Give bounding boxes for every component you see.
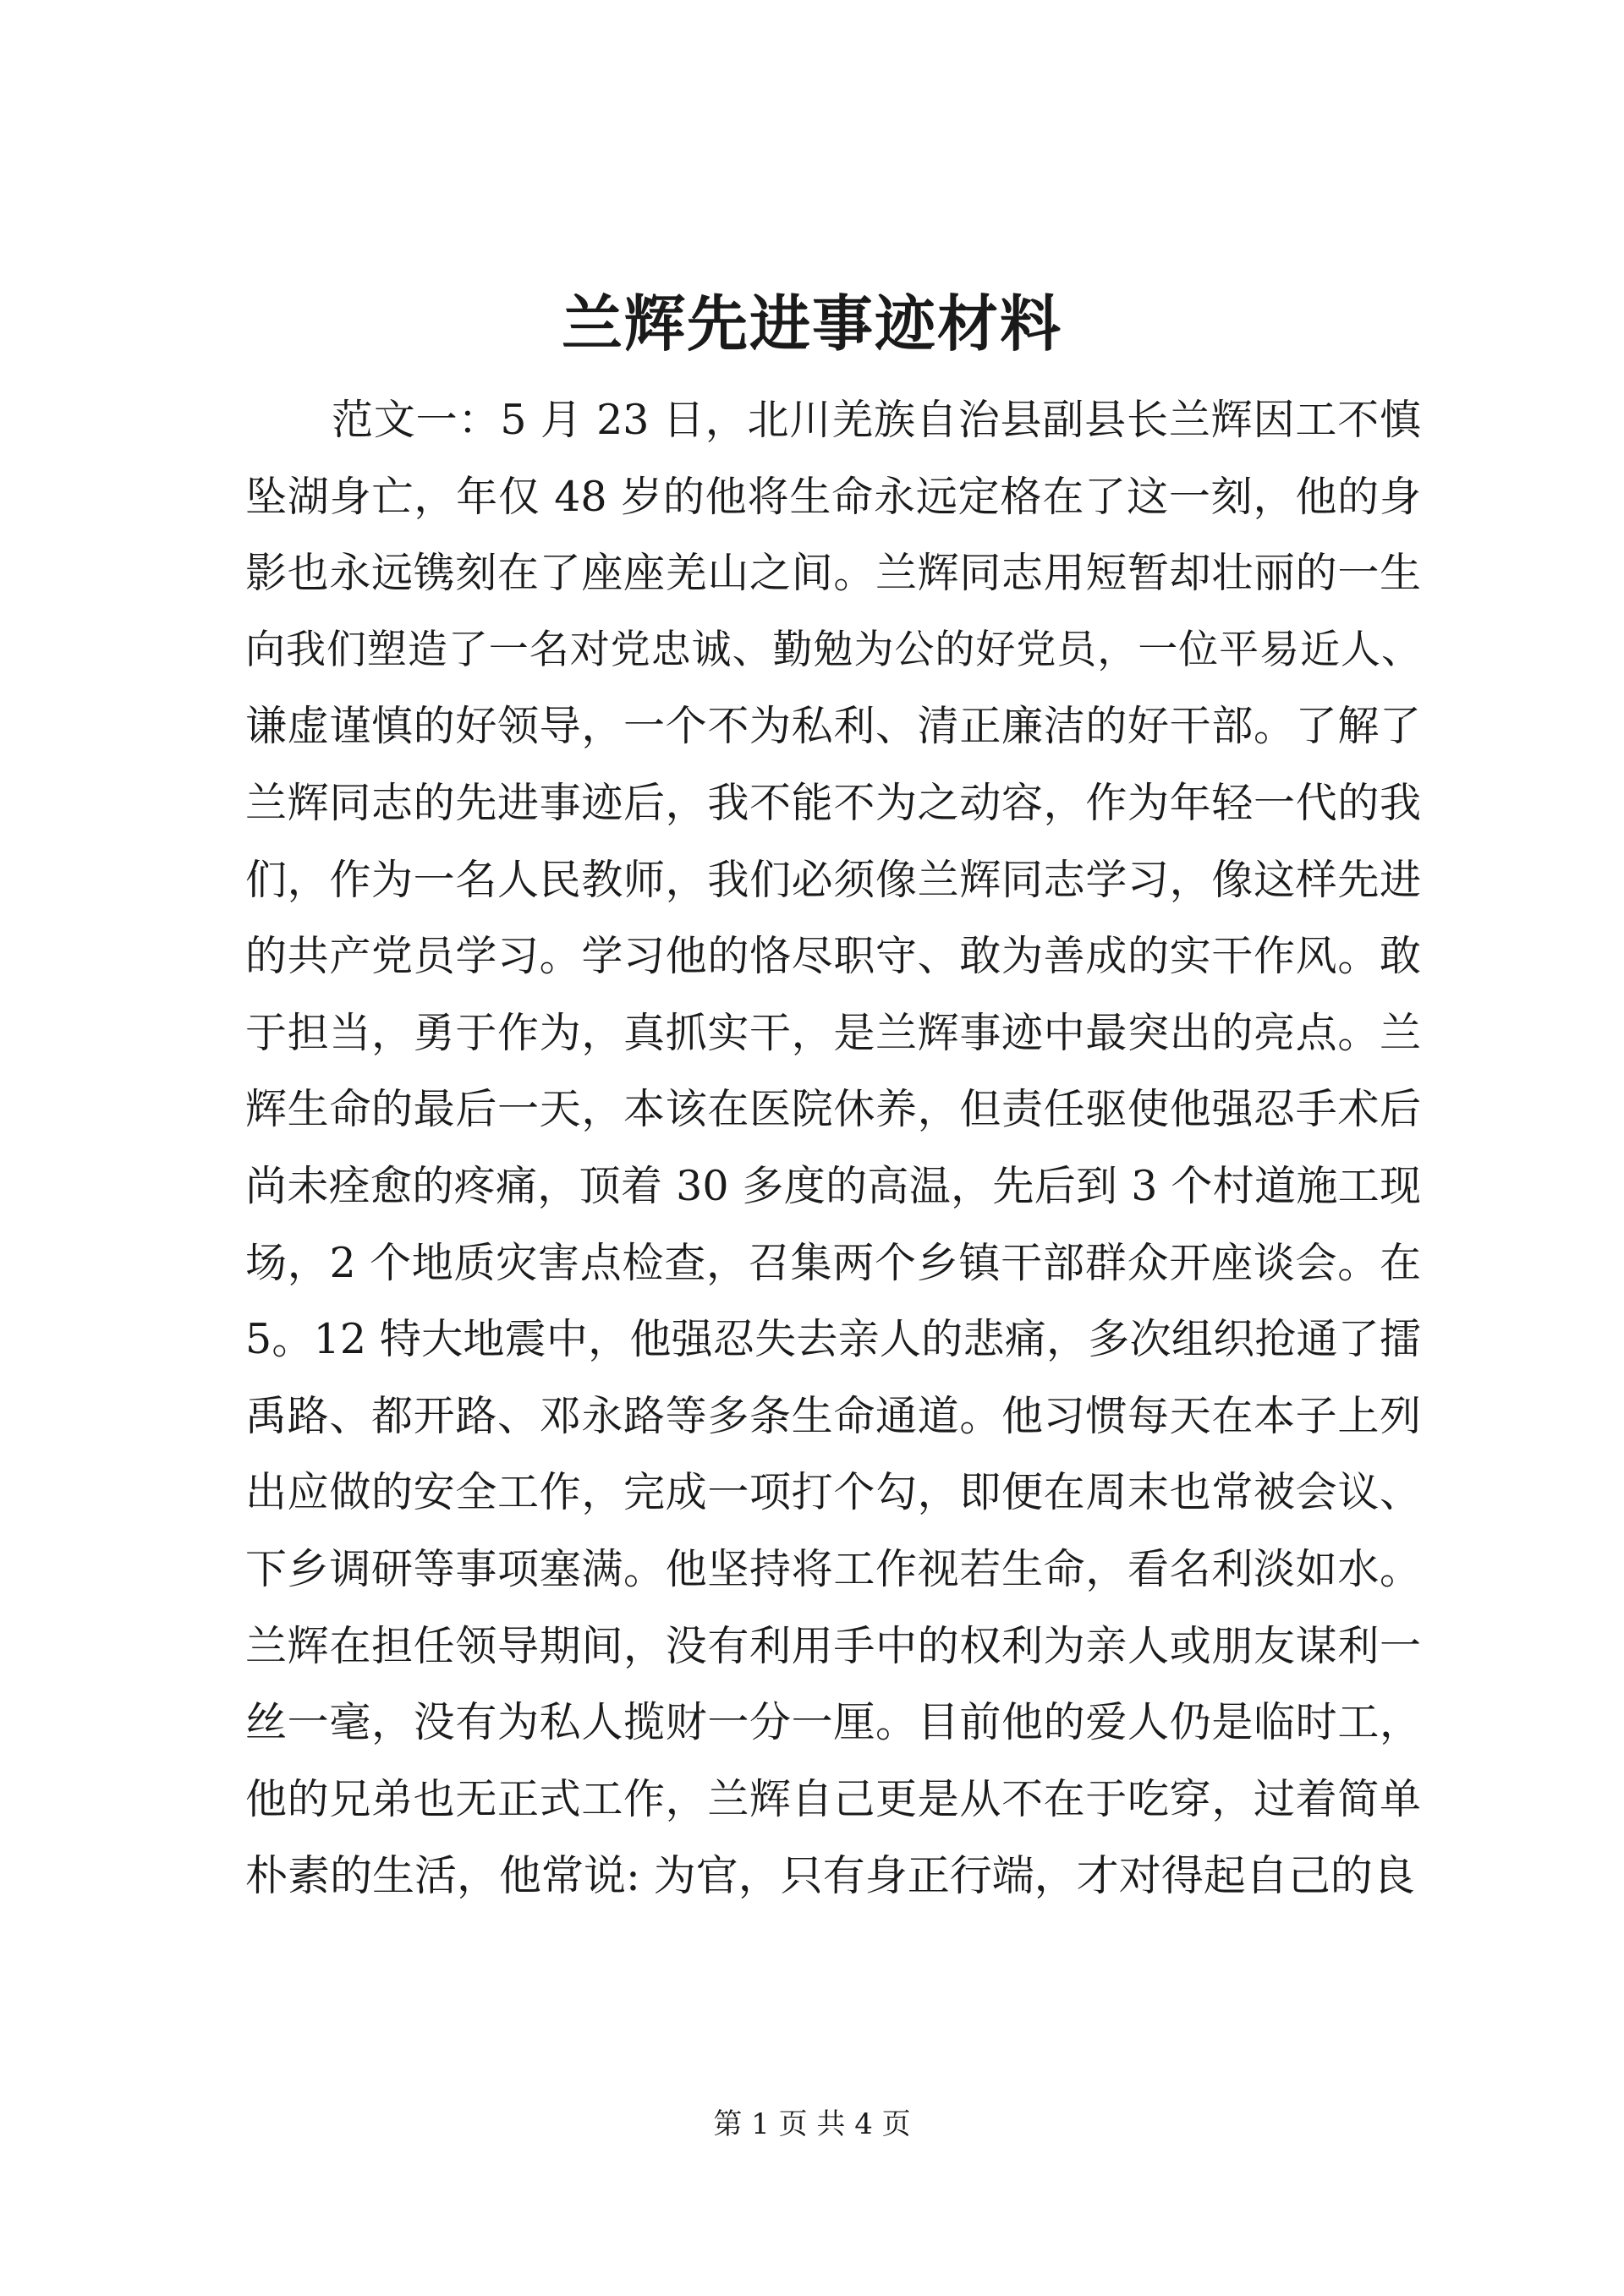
- body-line: 尚未痊愈的疼痛，顶着 30 多度的高温，先后到 3 个村道施工现: [245, 1161, 1421, 1210]
- document-title: 兰辉先进事迹材料: [561, 288, 1062, 359]
- page-number-footer: 第 1 页 共 4 页: [713, 2107, 911, 2141]
- document-body: [245, 382, 1421, 1915]
- body-line: 禹路、都开路、邓永路等多条生命通道。他习惯每天在本子上列: [245, 1391, 1421, 1440]
- body-line: 向我们塑造了一名对党忠诚、勤勉为公的好党员，一位平易近人、: [245, 626, 1421, 673]
- body-line: 的共产党员学习。学习他的恪尽职守、敢为善成的实干作风。敢: [245, 932, 1421, 981]
- body-line: 他的兄弟也无正式工作，兰辉自己更是从不在于吃穿，过着简单: [245, 1774, 1421, 1823]
- body-line: 兰辉同志的先进事迹后，我不能不为之动容，作为年轻一代的我: [245, 778, 1421, 827]
- body-line: 影也永远镌刻在了座座羌山之间。兰辉同志用短暂却壮丽的一生: [245, 549, 1421, 598]
- body-line: 们，作为一名人民教师，我们必须像兰辉同志学习，像这样先进: [245, 855, 1421, 904]
- body-line: 辉生命的最后一天，本该在医院休养，但责任驱使他强忍手术后: [245, 1085, 1421, 1134]
- body-line: 出应做的安全工作，完成一项打个勾，即便在周末也常被会议、: [245, 1468, 1421, 1517]
- body-line: 下乡调研等事项塞满。他坚持将工作视若生命，看名利淡如水。: [245, 1544, 1421, 1593]
- body-line: 范文一：5 月 23 日，北川羌族自治县副县长兰辉因工不慎: [332, 396, 1421, 444]
- body-line: 谦虚谨慎的好领导，一个不为私利、清正廉洁的好干部。了解了: [245, 702, 1421, 751]
- body-line: 朴素的生活，他常说: 为官，只有身正行端，才对得起自己的良: [245, 1851, 1415, 1901]
- body-line: 坠湖身亡，年仅 48 岁的他将生命永远定格在了这一刻，他的身: [245, 472, 1421, 521]
- body-line: 兰辉在担任领导期间，没有利用手中的权利为亲人或朋友谋利一: [245, 1621, 1421, 1670]
- body-line: 场，2 个地质灾害点检查，召集两个乡镇干部群众开座谈会。在: [245, 1238, 1421, 1287]
- body-line: 丝一毫，没有为私人揽财一分一厘。目前他的爱人仍是临时工，: [245, 1698, 1421, 1747]
- body-line: 5。12 特大地震中，他强忍失去亲人的悲痛，多次组织抢通了擂: [245, 1315, 1421, 1364]
- body-line: 于担当，勇于作为，真抓实干，是兰辉事迹中最突出的亮点。兰: [245, 1008, 1421, 1057]
